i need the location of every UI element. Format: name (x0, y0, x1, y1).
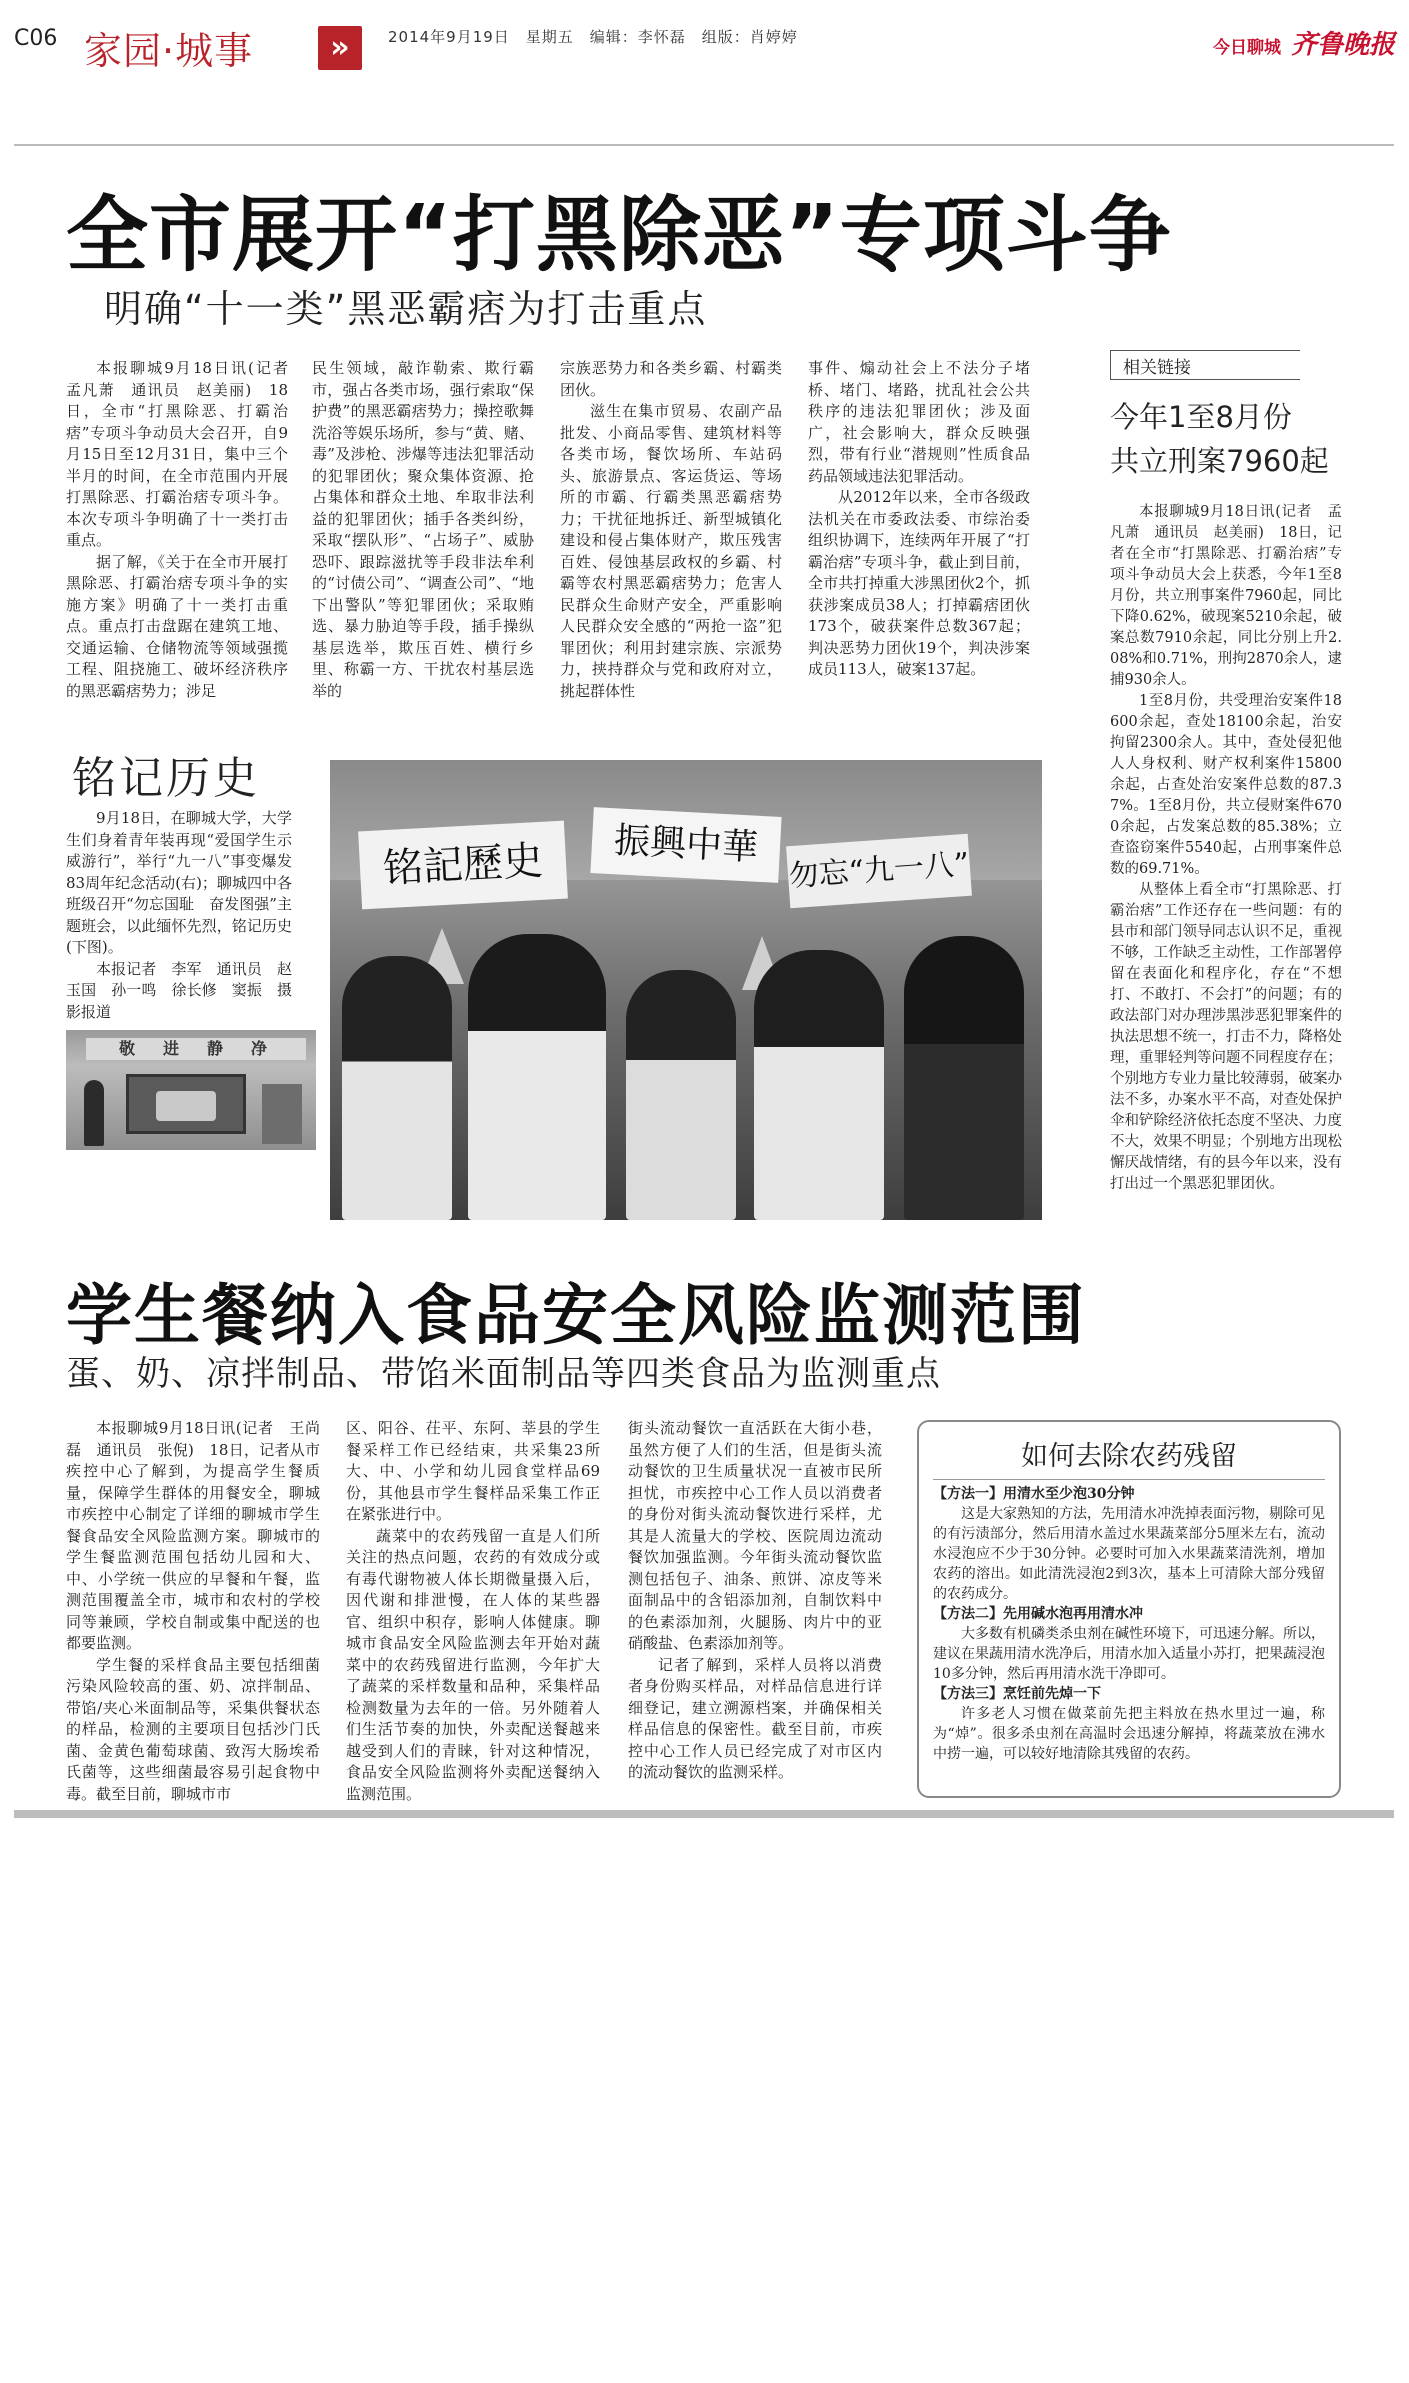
article1-paragraph: 从2012年以来，全市各级政法机关在市委政法委、市综治委组织协调下，连续两年开展了“打霸治痞”专项斗争，截止到目前，全市共打掉重大涉黑团伙2个，抓获涉案成员38人；打掉霸痞团伙173个，破获案件总数367起；判决恶势力团伙19个，判决涉案成员113人，破案137起。 (808, 488, 1030, 678)
article1-col4 (808, 358, 1030, 698)
history-byline: 本报记者 李军 通讯员 赵玉国 孙一鸣 徐长修 窦振 摄影报道 (66, 959, 292, 1021)
article2-col1 (66, 1418, 320, 1803)
classroom-banner: 敬 进 静 净 (86, 1038, 306, 1060)
bottom-divider (14, 1810, 1394, 1818)
article2-col2 (346, 1418, 600, 1803)
article2-paragraph: 本报聊城9月18日讯(记者 王尚磊 通讯员 张倪) 18日，记者从市疾控中心了解到，为提高学生餐质量，保障学生群体的用餐安全，聊城市疾控中心制定了详细的聊城市学生餐食品安全风险监测方案。聊城市的学生餐监测范围包括幼儿园和大、中、小学统一供应的早餐和午餐，监测范围覆盖全市，城市和农村的学校同等兼顾，学校自制或集中配送的也都要监测。 (66, 1419, 320, 1652)
article1-col3 (560, 358, 782, 698)
article1-col1 (66, 358, 304, 700)
article2-col3 (628, 1418, 882, 1786)
student-figure (904, 936, 1024, 1220)
sidebar-paragraph: 本报聊城9月18日讯(记者 孟凡萧 通讯员 赵美丽) 18日，记者在全市“打黑除恶、打霸治痞”专项斗争动员大会上获悉，今年1至8月份，共立刑事案件7960起，同比下降0.62%，破现案5210余起，破案总数7910余起，同比分别上升2.08%和0.71%，刑拘2870余人，逮捕930余人。 (1110, 504, 1342, 688)
article1-paragraph: 据了解，《关于在全市开展打黑除恶、打霸治痞专项斗争的实施方案》明确了十一类打击重点。重点打击盘踞在建筑工地、交通运输、仓储物流等领域强揽工程、阻挠施工、破坏经济秩序的黑恶霸痞势力；涉足 (66, 552, 288, 700)
page-number: C06 (14, 26, 58, 51)
tips-method-text: 这是大家熟知的方法，先用清水冲洗掉表面污物，剔除可见的有污渍部分，然后用清水盖过水果蔬菜部分5厘米左右，流动水浸泡应不少于30分钟。必要时可加入水果蔬菜清洗剂，增加农药的溶出。如此清洗浸泡2到3次，基本上可清除大部分残留的农药成分。 (933, 1506, 1325, 1602)
related-tag-label: 相关链接 (1123, 358, 1191, 378)
article1-paragraph: 事件、煽动社会上不法分子堵桥、堵门、堵路，扰乱社会公共秩序的违法犯罪团伙；涉及面广，社会影响大，群众反映强烈，带有行业“潜规则”性质食品药品领域违法犯罪活动。 (808, 359, 1030, 485)
classroom-screen (126, 1074, 246, 1134)
tips-box (917, 1420, 1341, 1798)
brand-name: 齐鲁晚报 (1290, 30, 1395, 60)
article1-paragraph: 本报聊城9月18日讯(记者 孟凡萧 通讯员 赵美丽) 18日，全市“打黑除恶、打霸治痞”专项斗争动员大会召开，自9月15日至12月31日，集中三个半月的时间，在全市范围内开展打黑除恶、打霸治痞专项斗争。本次专项斗争明确了十一类打击重点。 (66, 359, 304, 549)
sidebar-title (1110, 395, 1329, 483)
sidebar-paragraph: 从整体上看全市“打黑除恶、打霸治痞”工作还存在一些问题：有的县市和部门领导同志认识不足，重视不够，工作缺乏主动性，工作部署停留在表面化和程序化，存在“不想打、不敢打、不会打”的问题；有的政法部门对办理涉黑涉恶犯罪案件的执法思想不统一，打击不力，降格处理，重罪轻判等问题不同程度存在；个别地方专业力量比较薄弱，破案办法不多，办案水平不高，对查处保护伞和铲除经济依托态度不坚决、力度不大，效果不明显；个别地方出现松懈厌战情绪，有的县今年以来，没有打出过一个黑恶犯罪团伙。 (1110, 882, 1342, 1192)
sidebar-title-line: 共立刑案7960起 (1110, 444, 1329, 478)
article2-paragraph: 街头流动餐饮一直活跃在大街小巷，虽然方便了人们的生活，但是街头流动餐饮的卫生质量状况一直被市民所担忧，市疾控中心工作人员以消费者的身份对街头流动餐饮进行采样，尤其是人流量大的学校、医院周边流动餐饮加强监测。今年街头流动餐饮监测包括包子、油条、煎饼、凉皮等米面制品中的含铝添加剂，自制饮料中的色素添加剂，火腿肠、肉片中的亚硝酸盐、色素添加剂等。 (628, 1419, 882, 1652)
protest-sign: 勿忘“九一八” (786, 834, 972, 909)
article1-subtitle: 明确“十一类”黑恶霸痞为打击重点 (104, 287, 708, 331)
tips-method-text: 许多老人习惯在做菜前先把主料放在热水里过一遍，称为“焯”。很多杀虫剂在高温时会迅速分解掉，将蔬菜放在沸水中捞一遍，可以较好地清除其残留的农药。 (933, 1706, 1325, 1762)
tips-body (933, 1484, 1325, 1790)
article2-title: 学生餐纳入食品安全风险监测范围 (66, 1277, 1086, 1354)
tips-method-heading: 【方法三】烹饪前先焯一下 (933, 1686, 1101, 1702)
chevron-right-icon: » (318, 26, 362, 70)
article2-paragraph: 记者了解到，采样人员将以消费者身份购买样品，对样品信息进行详细登记，建立溯源档案，并确保相关样品信息的保密性。截至目前，市疾控中心工作人员已经完成了对市区内的流动餐饮的监测采样。 (628, 1655, 882, 1781)
student-figure (754, 950, 884, 1220)
article2-subtitle: 蛋、奶、凉拌制品、带馅米面制品等四类食品为监测重点 (66, 1354, 941, 1394)
student-figure (626, 970, 736, 1220)
header-divider (14, 144, 1394, 146)
teacher-figure (84, 1080, 104, 1146)
student-figure (342, 956, 452, 1220)
article1-title: 全市展开“打黑除恶”专项斗争 (66, 188, 1172, 283)
section-title: 家园·城事 (84, 29, 254, 73)
tips-method-heading: 【方法二】先用碱水泡再用清水冲 (933, 1606, 1143, 1622)
article1-col2 (312, 358, 534, 698)
article1-paragraph: 滋生在集市贸易、农副产品批发、小商品零售、建筑材料等各类市场，餐饮场所、车站码头、旅游景点、客运货运、等场所的市霸、行霸类黑恶霸痞势力；干扰征地拆迁、新型城镇化建设和侵占集体财产，欺压残害百姓、侵蚀基层政权的乡霸、村霸等农村黑恶霸痞势力；危害人民群众生命财产安全，严重影响人民群众安全感的“两抢一盗”犯罪团伙；利用封建宗族、宗派势力，挟持群众与党和政府对立，挑起群体性 (560, 402, 782, 700)
article2-paragraph: 蔬菜中的农药残留一直是人们所关注的热点问题，农药的有效成分或有毒代谢物被人体长期微量摄入后，因代谢和排泄慢，在人体的某些器官、组织中积存，影响人体健康。聊城市食品安全风险监测去年开始对蔬菜中的农药残留进行监测，今年扩大了蔬菜的采样数量和品种，采集样品检测数量为去年的一倍。另外随着人们生活节奏的加快，外卖配送餐越来越受到人们的青睐，针对这种情况，食品安全风险监测将外卖配送餐纳入监测范围。 (346, 1526, 600, 1803)
article2-paragraph: 学生餐的采样食品主要包括细菌污染风险较高的蛋、奶、凉拌制品、带馅/夹心米面制品等，采集供餐状态的样品，检测的主要项目包括沙门氏菌、金黄色葡萄球菌、致泻大肠埃希氏菌等，这些细菌最容易引起食物中毒。截至目前，聊城市市 (66, 1655, 320, 1803)
classroom-board (262, 1084, 302, 1144)
sidebar-paragraph: 1至8月份，共受理治安案件18600余起，查处18100余起，治安拘留2300余人。其中，查处侵犯他人人身权利、财产权利案件15800余起，占查处治安案件总数的87.37%。1至8月份，共立侵财案件6700余起，占发案总数的85.38%；立查盗窃案件5540起，占刑事案件总数的69.71%。 (1110, 693, 1342, 877)
history-caption (66, 808, 292, 1024)
tips-title: 如何去除农药残留 (1021, 1441, 1237, 1472)
history-caption-text: 9月18日，在聊城大学，大学生们身着青年装再现“爱国学生示威游行”，举行“九一八”事变爆发83周年纪念活动(右)；聊城四中各班级召开“勿忘国耻 奋发图强”主题班会，以此缅怀先烈，铭记历史(下图)。 (66, 809, 292, 956)
classroom-photo (66, 1030, 316, 1150)
masthead-brand (1213, 24, 1395, 61)
tips-method-text: 大多数有机磷类杀虫剂在碱性环境下，可迅速分解。所以，建议在果蔬用清水洗净后，用清水加入适量小苏打，把果蔬浸泡10多分钟，然后再用清水洗干净即可。 (933, 1626, 1325, 1682)
article1-paragraph: 宗族恶势力和各类乡霸、村霸类团伙。 (560, 359, 782, 399)
tips-method-heading: 【方法一】用清水至少泡30分钟 (933, 1486, 1135, 1502)
protest-sign: 振興中華 (590, 807, 781, 883)
history-title: 铭记历史 (72, 753, 260, 804)
article1-paragraph: 民生领域，敲诈勒索、欺行霸市，强占各类市场，强行索取“保护费”的黑恶霸痞势力；操控歌舞洗浴等娱乐场所，参与“黄、赌、毒”及涉枪、涉爆等违法犯罪活动的犯罪团伙；聚众集体资源、抢占集体和群众土地、牟取非法利益的犯罪团伙；插手各类纠纷，采取“摆队形”、“占场子”、威胁恐吓、跟踪滋扰等手段非法牟利的“讨债公司”、“调查公司”、“地下出警队”等犯罪团伙；采取贿选、暴力胁迫等手段，插手操纵基层选举，欺压百姓、横行乡里、称霸一方、干扰农村基层选举的 (312, 359, 534, 700)
sidebar-body (1110, 502, 1342, 1212)
sidebar-title-line: 今年1至8月份 (1110, 400, 1292, 434)
protest-sign: 铭記歷史 (358, 821, 568, 910)
related-tag (1110, 350, 1300, 380)
article2-paragraph: 区、阳谷、茌平、东阿、莘县的学生餐采样工作已经结束，共采集23所大、中、小学和幼儿园食堂样品69份，其他县市学生餐样品采集工作正在紧张进行中。 (346, 1419, 600, 1523)
brand-small-label: 今日聊城 (1212, 38, 1281, 58)
issue-info: 2014年9月19日 星期五 编辑：李怀磊 组版：肖婷婷 (388, 28, 798, 46)
student-figure (468, 934, 606, 1220)
parade-photo (330, 760, 1042, 1220)
